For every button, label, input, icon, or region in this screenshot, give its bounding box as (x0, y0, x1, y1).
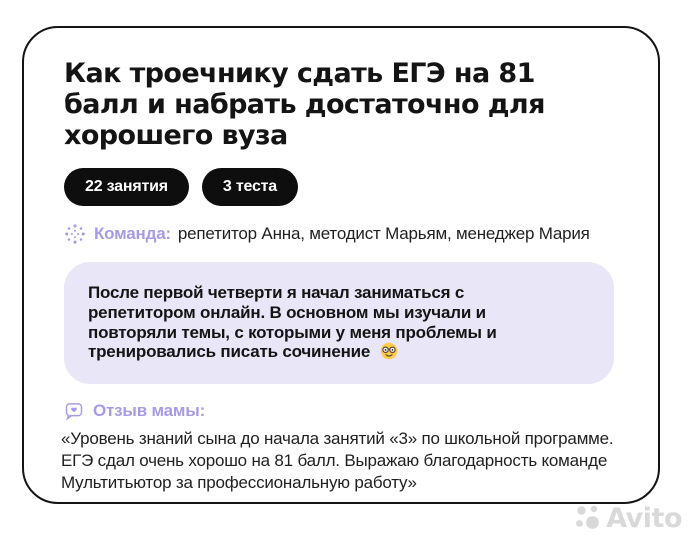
avito-logo-icon (572, 502, 604, 534)
review-line: ЕГЭ сдал очень хорошо на 81 балл. Выражаю благодарность команде (61, 451, 608, 471)
title-line: хорошего вуза (64, 120, 288, 152)
avito-wordmark: Avito (606, 502, 682, 534)
title-line: Как троечнику сдать ЕГЭ на 81 (64, 58, 535, 89)
nerd-face-emoji (380, 342, 398, 360)
team-members: репетитор Анна, методист Марьям, менеджер Мария (177, 224, 590, 244)
student-quote-line: После первой четверти я начал заниматься с (88, 283, 465, 303)
sparkle-icon (64, 223, 86, 245)
review-line: «Уровень знаний сына до начала занятий «3» по школьной программе. (61, 429, 614, 449)
tests-count-badge: 3 теста (202, 168, 298, 206)
badge-row (64, 168, 620, 206)
student-quote-box (64, 262, 614, 384)
lessons-count-badge: 22 занятия (64, 168, 189, 206)
avito-watermark (572, 502, 682, 534)
speech-bubble-heart-icon (64, 401, 84, 421)
mother-review-text (61, 428, 620, 494)
review-line: Мультитьютор за профессиональную работу» (61, 473, 417, 493)
student-quote-line: повторяли темы, с которыми у меня проблемы и (88, 322, 497, 342)
student-quote-line-text: тренировались писать сочинение (88, 342, 371, 362)
team-row (64, 223, 620, 245)
review-label: Отзыв мамы: (93, 401, 206, 421)
title-line: балл и набрать достаточно для (64, 89, 545, 121)
review-label-row (64, 401, 620, 421)
team-label: Команда: (94, 224, 171, 244)
page-title (64, 58, 620, 151)
student-quote-line: репетитором онлайн. В основном мы изучали и (88, 302, 486, 322)
promo-card (22, 26, 660, 504)
student-quote-line (88, 342, 590, 362)
